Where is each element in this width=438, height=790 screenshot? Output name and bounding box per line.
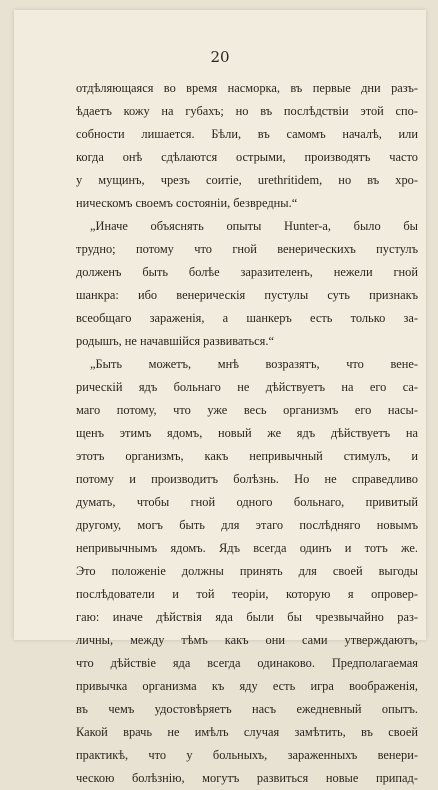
page-number: 20 [210,48,230,66]
text-line: практикѣ, что у больныхъ, зараженныхъ венери- [76,748,418,762]
text-line: ническомъ своемъ состояніи, безвредны.“ [76,196,298,210]
text-line: другому, могъ быть для этаго послѣдняго новымъ [76,518,418,532]
text-line: всеобщаго зараженія, а шанкеръ есть только за- [76,311,418,325]
text-line: Это положеніе должны принять для своей выгоды [76,564,418,578]
text-line: отдѣляющаяся во время насморка, въ первые дни разъ- [76,81,418,95]
text-line: думать, чтобы гной одного больнаго, привитый [76,495,418,509]
text-line: „Иначе объяснять опыты Hunter-а, было бы [90,219,418,233]
text-line: гаю: иначе дѣйствія яда были бы чрезвычайно раз- [76,610,418,624]
text-line: въ чемъ удостовѣряетъ насъ ежедневный опытъ. [76,702,418,716]
text-line: что дѣйствіе яда всегда одинаково. Предполагаемая [76,656,418,670]
text-line: когда онѣ сдѣлаются острыми, производятъ часто [76,150,418,164]
text-line: непривычнымъ ядомъ. Ядъ всегда одинъ и тотъ же. [76,541,418,555]
text-line: послѣдователи и той теоріи, которую я опровер- [76,587,418,601]
text-line: этотъ организмъ, какъ непривычный стимулъ, и [76,449,418,463]
text-line: личны, между тѣмъ какъ они сами утверждаютъ, [76,633,418,647]
book-page [14,10,426,785]
text-line: рическій ядъ больнаго не дѣйствуетъ на его са- [76,380,418,394]
text-line: долженъ быть болѣе заразителенъ, нежели гной [76,265,418,279]
text-line: ѣдаетъ кожу на губахъ; но въ послѣдствіи этой спо- [76,104,418,118]
text-line: собности лишается. Бѣли, въ самомъ началѣ, или [76,127,418,141]
text-line: ческою болѣзнію, могутъ развиться новые припад- [76,771,418,785]
text-line: у мущинъ, чрезъ соитіе, urethritidem, но въ хро- [76,173,418,187]
text-line: щенъ этимъ ядомъ, новый же ядъ дѣйствуетъ на [76,426,418,440]
body-text [76,77,418,790]
text-line: трудно; потому что гной венерическихъ пустулъ [76,242,418,256]
text-line: „Быть можетъ, мнѣ возразятъ, что вене- [90,357,418,371]
text-line: Какой врачь не имѣлъ случая замѣтить, въ своей [76,725,418,739]
text-line: маго потому, что уже весь организмъ его насы- [76,403,418,417]
text-line: потому и производитъ болѣзнь. Но не справедливо [76,472,418,486]
text-line: родышъ, не начавшійся развиваться.“ [76,334,274,348]
text-line: шанкра: ибо венерическія пустулы суть признакъ [76,288,418,302]
text-line: привычка организма къ яду есть игра воображенія, [76,679,418,693]
